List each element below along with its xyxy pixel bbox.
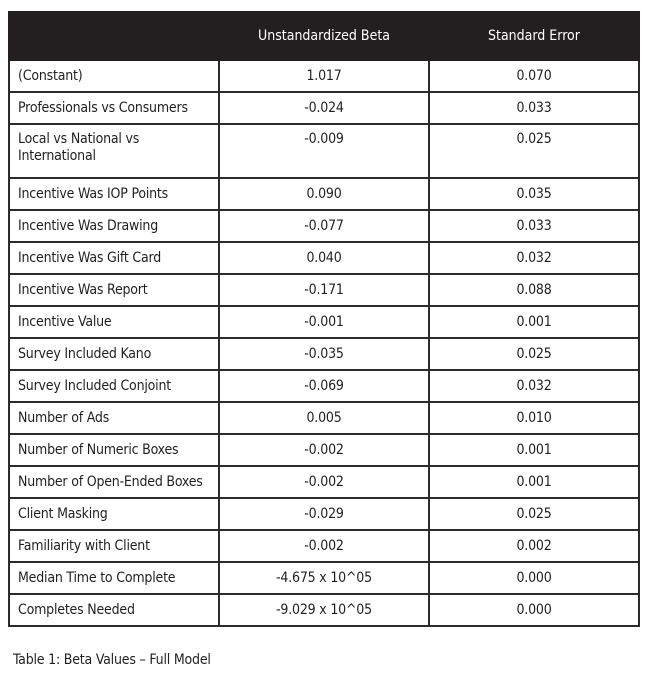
row-label: Familiarity with Client [9, 530, 219, 562]
row-label: Survey Included Conjoint [9, 370, 219, 402]
table-row [9, 242, 639, 274]
row-label: Number of Open-Ended Boxes [9, 466, 219, 498]
table-row [9, 210, 639, 242]
table-row [9, 178, 639, 210]
row-label: Survey Included Kano [9, 338, 219, 370]
table-row [9, 402, 639, 434]
standard-error-value: 0.035 [429, 178, 639, 210]
standard-error-value: 0.000 [429, 562, 639, 594]
beta-value: -0.024 [219, 92, 429, 124]
standard-error-value: 0.033 [429, 92, 639, 124]
row-label: Client Masking [9, 498, 219, 530]
standard-error-value: 0.088 [429, 274, 639, 306]
standard-error-value: 0.002 [429, 530, 639, 562]
row-label: Number of Ads [9, 402, 219, 434]
standard-error-value: 0.070 [429, 60, 639, 92]
row-label: Incentive Was Report [9, 274, 219, 306]
table-row [9, 274, 639, 306]
standard-error-value: 0.025 [429, 338, 639, 370]
standard-error-value: 0.010 [429, 402, 639, 434]
table-row [9, 562, 639, 594]
beta-value: -0.002 [219, 530, 429, 562]
beta-value: -0.077 [219, 210, 429, 242]
beta-values-table [8, 11, 640, 627]
table-row [9, 466, 639, 498]
beta-value: 0.040 [219, 242, 429, 274]
beta-value: 0.090 [219, 178, 429, 210]
standard-error-value: 0.032 [429, 370, 639, 402]
row-label: Median Time to Complete [9, 562, 219, 594]
beta-value: -0.035 [219, 338, 429, 370]
table-caption: Table 1: Beta Values – Full Model [13, 652, 211, 668]
standard-error-value: 0.025 [429, 124, 639, 178]
standard-error-value: 0.001 [429, 306, 639, 338]
standard-error-value: 0.033 [429, 210, 639, 242]
beta-value: -0.171 [219, 274, 429, 306]
table-row [9, 338, 639, 370]
table-row [9, 530, 639, 562]
header-row [9, 12, 639, 60]
table-row [9, 434, 639, 466]
table-row [9, 124, 639, 178]
table-row [9, 92, 639, 124]
beta-value: -0.001 [219, 306, 429, 338]
row-label: Completes Needed [9, 594, 219, 626]
beta-value: -0.002 [219, 434, 429, 466]
beta-value: 0.005 [219, 402, 429, 434]
row-label: (Constant) [9, 60, 219, 92]
table-row [9, 306, 639, 338]
beta-value: -4.675 x 10^05 [219, 562, 429, 594]
table-row [9, 60, 639, 92]
row-label: Incentive Value [9, 306, 219, 338]
row-label: Incentive Was IOP Points [9, 178, 219, 210]
beta-value: -0.002 [219, 466, 429, 498]
beta-value: -9.029 x 10^05 [219, 594, 429, 626]
row-label: Incentive Was Drawing [9, 210, 219, 242]
standard-error-value: 0.001 [429, 466, 639, 498]
standard-error-value: 0.000 [429, 594, 639, 626]
header-unstandardized-beta: Unstandardized Beta [219, 12, 429, 60]
row-label: Number of Numeric Boxes [9, 434, 219, 466]
header-standard-error: Standard Error [429, 12, 639, 60]
table-row [9, 594, 639, 626]
standard-error-value: 0.032 [429, 242, 639, 274]
row-label: Professionals vs Consumers [9, 92, 219, 124]
beta-value: -0.069 [219, 370, 429, 402]
row-label: Local vs National vs International [9, 124, 219, 178]
standard-error-value: 0.001 [429, 434, 639, 466]
standard-error-value: 0.025 [429, 498, 639, 530]
beta-value: 1.017 [219, 60, 429, 92]
row-label: Incentive Was Gift Card [9, 242, 219, 274]
beta-value: -0.029 [219, 498, 429, 530]
table-row [9, 370, 639, 402]
header-variable [9, 12, 219, 60]
beta-value: -0.009 [219, 124, 429, 178]
table-row [9, 498, 639, 530]
